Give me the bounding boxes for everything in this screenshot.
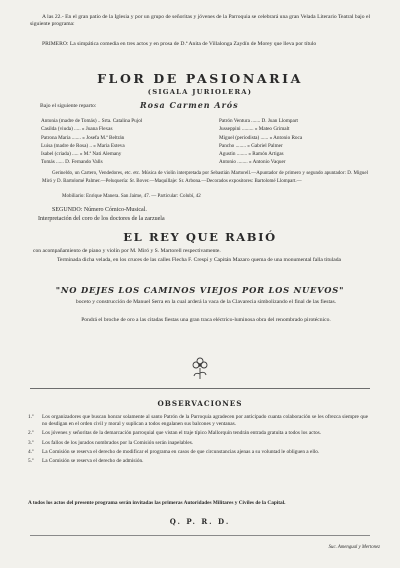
list-item: 3.º Los fallos de los jurados nombrados por la Comisión serán inapelables.	[28, 439, 194, 446]
observaciones-list	[28, 414, 368, 465]
handwritten-cast-note: Rosa Carmen Arós	[140, 100, 239, 110]
bottom-divider	[30, 535, 370, 536]
cast-row: Jusseppini ......... » Mateo Grimalt	[219, 126, 290, 133]
list-item: 5.º La Comisión se reserva el derecho de admisión.	[28, 458, 144, 465]
falla-title: "NO DEJES LOS CAMINOS VIEJOS POR LOS NUEVOS"	[55, 285, 345, 295]
falla-intro-paragraph: Terminada dicha velada, en los cruces de las calles Flecha F. Crespí y Capitán Mazaro quema de una monumental falla titulada	[57, 257, 342, 263]
play-subtitle: (SIGALA JURIOLERA)	[147, 88, 253, 96]
second-act-description: Interpretación del coro de los doctores de la zarzuela	[38, 216, 165, 222]
first-act-paragraph: PRIMERO: La simpática comedia en tres actos y en prosa de D.ª Anita de Villalonga Zaydín de Morey que lleva por título	[42, 41, 317, 47]
zarzuela-title: EL REY QUE RABIÓ	[123, 230, 277, 244]
second-act-line: SEGUNDO: Número Cómico-Musical.	[52, 207, 147, 213]
credits-paragraph: Gerineldo, un Cartero, Vendedores, etc. etc. Música de violín interpretada por Sebastián Martorell.—Apuntador de primero y segundo apuntador: D. Miguel Miró y D. Bartolomé Palmer.—Peluquería: Sr. Bover.—Maquillaje: Sr. Arbona.—Decorados expositores: Bartolomé Llompart.—	[42, 171, 368, 184]
intro-paragraph: A las 22.- En el gran patio de la Iglesia y por un grupo de señoritas y jóvenes de la Parroquia se celebrará una gran Velada Literario Teatral bajo el siguiente programa:	[30, 14, 370, 28]
cast-row: Patrón Ventura ....... D. Juan Llompart	[219, 118, 298, 124]
credits-address: Mobiliario: Enrique Manera. San Jaime, 47. — Particular: Colubí, 42	[62, 194, 201, 199]
authorities-note: A todos los actos del presente programa serán invitadas las primeras Autoridades Militares y Civiles de la Capital.	[28, 500, 286, 506]
falla-closing: Pondrá el broche de oro a las citadas fiestas una gran traca eléctrico-luminosa obra del renombrado pirotécnico.	[81, 317, 331, 323]
cast-row: Agustin ........ » Ramón Artigas	[219, 151, 284, 158]
cast-row: Pancho ........ » Gabriel Palmer	[219, 142, 283, 149]
cast-row: Tomás ...... D. Fernando Valls	[41, 159, 103, 166]
cast-row: Miguel (periodista) ...... » Antonio Roca	[219, 134, 303, 141]
play-title: FLOR DE PASIONARIA	[97, 71, 303, 86]
cast-intro: Bajo el siguiente reparto:	[40, 103, 97, 109]
zarzuela-paragraph: con acompañamiento de piano y violín por M. Miró y S. Martorell respectivamente.	[33, 248, 221, 254]
qprd-signature: Q. P. R. D.	[169, 517, 231, 526]
cast-row: Isabel (criada) ..... » M.ª Nati Alemany	[41, 151, 122, 158]
list-item: 2.º Los jóvenes y señoritas de la demarcación parroquial que vistan el traje típico Mallorquín tendrán entrada gratuita a todos los actos.	[28, 430, 322, 437]
cast-row: Casilda (viuda) ..... » Juana Flexas	[41, 126, 113, 133]
list-item: 1.º Los organizadores que buscan honrar solamente al santo Patrón de la Parroquia agradecen por anticipado cuanta colaboración se les ofrezca siempre que no desdigan en el orden civil y moral y suplican a todos engalanen sus balcones y ventanas.	[28, 414, 368, 428]
list-item: 4.º La Comisión se reserva el derecho de modificar el programa en casos de que circunstancias ajenas a su voluntad le obliguen a ello.	[28, 448, 320, 455]
observaciones-heading: OBSERVACIONES	[157, 399, 243, 408]
cast-row: Patrona Maria ....... » Josefa M.ª Beltrán	[41, 134, 125, 141]
cast-row: Luisa (madre de Rosa) .. » Maria Esteva	[41, 142, 125, 149]
printer-credit: Suc. Amengual y Mertonez	[328, 545, 380, 550]
falla-description: boceto y construcción de Manuel Serra en la cual arderá la vaca de la Clavarecia simbolizando el final de las fiestas.	[75, 299, 337, 305]
flower-icon	[189, 355, 211, 381]
cast-row: Antonia (madre de Tomás) .. Srta. Catalina Pujol	[41, 118, 143, 124]
divider	[30, 388, 370, 389]
cast-row: Antonio ........ » Antonio Vaquer	[219, 159, 286, 166]
